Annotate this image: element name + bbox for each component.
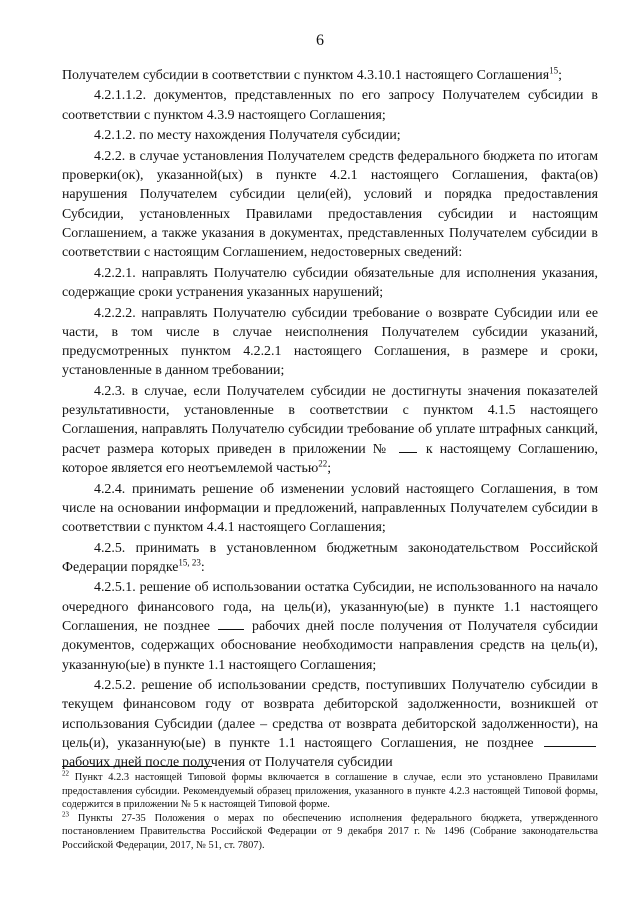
blank-field (399, 440, 417, 453)
footnote-divider (62, 766, 212, 767)
blank-field (544, 734, 596, 747)
clause-4-2-5: 4.2.5. принимать в установленном бюджетным законодательством Российской Федерации порядке$^{15, 23}$: (62, 540, 598, 575)
clause-4-2-3: 4.2.3. в случае, если Получателем субсидии не достигнуты значения показателей результативности, установленные в соответствии с пунктом 4.1.5 настоящего Соглашения, направлять Получателю субсидии требование об уплате штрафных санкций, расчет размера которых приведен в приложении № к настоящему Соглашению, которое является его неотъемлемой частью$^{22}$; (62, 383, 598, 477)
footnote-mark: 23 (62, 810, 69, 819)
clause-4-2-2-1: 4.2.2.1. направлять Получателю субсидии обязательные для исполнения указания, содержащие сроки устранения указанных нарушений; (62, 265, 598, 301)
footnotes (62, 771, 598, 853)
page-number: 6 (316, 32, 324, 49)
document-body (62, 66, 598, 773)
clause-4-2-5-2: 4.2.5.2. решение об использовании средств, поступивших Получателю субсидии в текущем финансовом году от возврата дебиторской задолженности, возникшей от использования Субсидии (далее – средства от возврата дебиторской задолженности), на цель(и), указанную(ые) в пункте 1.1 настоящего Соглашения, не позднее рабочих дней после получения от Получателя субсидии (62, 678, 598, 771)
clause-4-2-1-1-2: 4.2.1.1.2. документов, представленных по его запросу Получателем субсидии в соответствии с пунктом 4.3.9 настоящего Соглашения; (62, 88, 598, 123)
footnote-22: $^{22}$ Пункт 4.2.3 настоящей Типовой формы включается в соглашение в случае, если это установлено Правилами предоставления субсидии. Рекомендуемый образец приложения, указанного в пункте 4.2.3 настоящей Типовой формы, содержится в приложении № 5 к настоящей Типовой форме. (62, 769, 598, 811)
clause-4-2-1-2: 4.2.1.2. по месту нахождения Получателя субсидии; (94, 128, 401, 144)
footnote-23: $^{23}$ Пункты 27-35 Положения о мерах по обеспечению исполнения федерального бюджета, утвержденного постановлением Правительства Российской Федерации от 9 декабря 2017 г. № 1496 (Собрание законодательства Российской Федерации, 2017, № 51, ст. 7807). (62, 810, 598, 851)
paragraph-continuation: Получателем субсидии в соответствии с пунктом 4.3.10.1 настоящего Соглашения$^{15}$; (62, 65, 562, 83)
blank-field (218, 617, 244, 630)
footnote-ref: 22 (318, 458, 328, 469)
footnote-ref: 15 (549, 65, 559, 76)
clause-4-2-2-2: 4.2.2.2. направлять Получателю субсидии требование о возврате Субсидии или ее части, в том числе в случае неисполнения Получателем субсидии указаний, предусмотренных пунктом 4.2.2.1 настоящего Соглашения, в размере и сроки, установленные в данном требовании; (62, 305, 598, 379)
clause-4-2-4: 4.2.4. принимать решение об изменении условий настоящего Соглашения, в том числе на основании информации и предложений, направленных Получателем субсидии в соответствии с пунктом 4.4.1 настоящего Соглашения; (62, 481, 598, 536)
clause-4-2-5-1: 4.2.5.1. решение об использовании остатка Субсидии, не использованного на начало очередного финансового года, на цель(и), указанную(ые) в пункте 1.1 настоящего Соглашения, не позднее рабочих дней после получения от Получателя субсидии документов, содержащих обоснование необходимости направления средств на цель(и), указанную(ые) в пункте 1.1 настоящего Соглашения; (62, 580, 598, 673)
clause-4-2-2: 4.2.2. в случае установления Получателем средств федерального бюджета по итогам проверки(ок), указанной(ых) в пункте 4.2.1 настоящего Соглашения, факта(ов) нарушения Получателем субсидии цели(ей), условий и порядка предоставления Субсидии, установленных Правилами предоставления субсидии и настоящим Соглашением, а также указания в документах, представленных Получателем субсидии в соответствии с настоящим Соглашением, недостоверных сведений: (62, 148, 598, 261)
footnote-mark: 22 (62, 769, 69, 778)
footnote-ref: 15, 23 (178, 557, 201, 568)
